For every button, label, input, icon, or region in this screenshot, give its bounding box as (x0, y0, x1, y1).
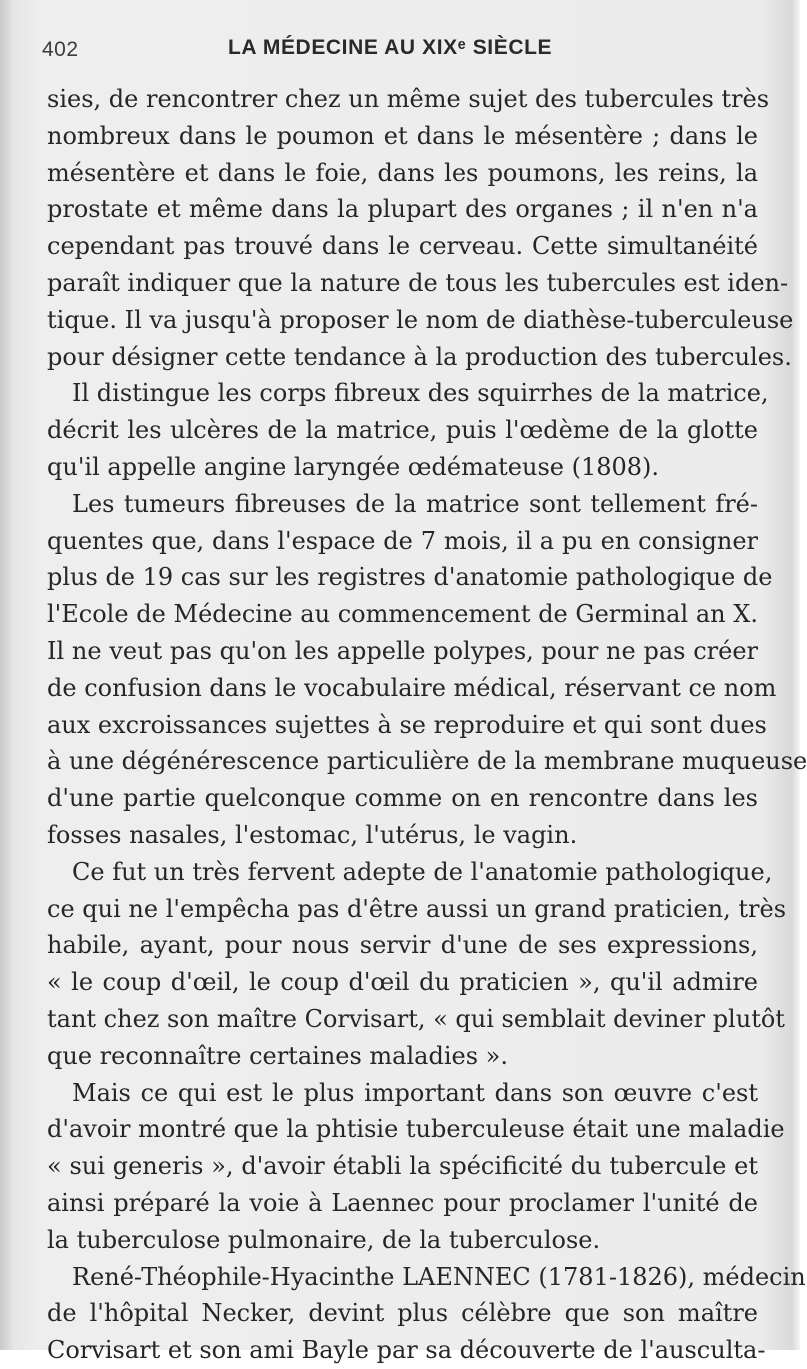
text-line: habile, ayant, pour nous servir d'une de ses expressions, (47, 931, 758, 960)
text-line: prostate et même dans la plupart des organes ; il n'en n'a (47, 195, 758, 224)
text-line: pour désigner cette tendance à la production des tubercules. (47, 342, 792, 371)
text-line: tique. Il va jusqu'à proposer le nom de diathèse-tuberculeuse (47, 305, 794, 334)
text-line: cependant pas trouvé dans le cerveau. Cette simultanéité (47, 232, 758, 261)
text-line: quentes que, dans l'espace de 7 mois, il a pu en consigner (47, 526, 758, 555)
text-line: Il ne veut pas qu'on les appelle polypes, pour ne pas créer (47, 636, 758, 665)
text-line: mésentère et dans le foie, dans les poumons, les reins, la (47, 158, 758, 187)
text-line: tant chez son maître Corvisart, « qui semblait deviner plutôt (47, 1004, 785, 1033)
text-line: ainsi préparé la voie à Laennec pour proclamer l'unité de (47, 1188, 758, 1217)
text-line: l'Ecole de Médecine au commencement de Germinal an X. (47, 600, 758, 629)
text-line: « sui generis », d'avoir établi la spécificité du tubercule et (47, 1152, 758, 1181)
text-line: de l'hôpital Necker, devint plus célèbre que son maître (47, 1299, 758, 1328)
text-line: d'une partie quelconque comme on en rencontre dans les (47, 784, 758, 813)
text-line: paraît indiquer que la nature de tous les tubercules est iden- (47, 268, 789, 297)
running-title: LA MÉDECINE AU XIXᵉ SIÈCLE (228, 36, 553, 59)
text-line: « le coup d'œil, le coup d'œil du praticien », qu'il admire (47, 968, 758, 997)
page-header (0, 30, 800, 70)
text-line: Mais ce qui est le plus important dans son œuvre c'est (72, 1078, 758, 1107)
text-line: sies, de rencontrer chez un même sujet des tubercules très (47, 85, 770, 113)
text-line: plus de 19 cas sur les registres d'anatomie pathologique de (47, 563, 773, 592)
text-line: qu'il appelle angine laryngée œdémateuse (1808). (47, 452, 660, 481)
text-line: de confusion dans le vocabulaire médical, réservant ce nom (47, 673, 777, 702)
text-line: la tuberculose pulmonaire, de la tuberculose. (47, 1225, 601, 1254)
text-line: Ce fut un très fervent adepte de l'anatomie pathologique, (72, 857, 773, 886)
page-number: 402 (42, 38, 79, 61)
text-line: René-Théophile-Hyacinthe LAENNEC (1781-1826), médecin (72, 1262, 806, 1291)
text-line: d'avoir montré que la phtisie tuberculeuse était une maladie (47, 1115, 785, 1144)
text-line: Corvisart et son ami Bayle par sa découverte de l'ausculta- (47, 1336, 766, 1365)
text-line: ce qui ne l'empêcha pas d'être aussi un grand praticien, très (47, 894, 787, 923)
text-line: Il distingue les corps fibreux des squirrhes de la matrice, (72, 379, 769, 408)
text-line: aux excroissances sujettes à se reproduire et qui sont dues (47, 710, 767, 739)
text-line: fosses nasales, l'estomac, l'utérus, le vagin. (47, 820, 578, 849)
text-line: à une dégénérescence particulière de la membrane muqueuse (47, 747, 807, 776)
text-line: nombreux dans le poumon et dans le mésentère ; dans le (47, 121, 758, 150)
text-line: Les tumeurs fibreuses de la matrice sont tellement fré- (72, 489, 758, 518)
text-line: que reconnaître certaines maladies ». (47, 1041, 508, 1070)
text-line: décrit les ulcères de la matrice, puis l'œdème de la glotte (47, 416, 758, 445)
body-text (47, 81, 807, 1369)
